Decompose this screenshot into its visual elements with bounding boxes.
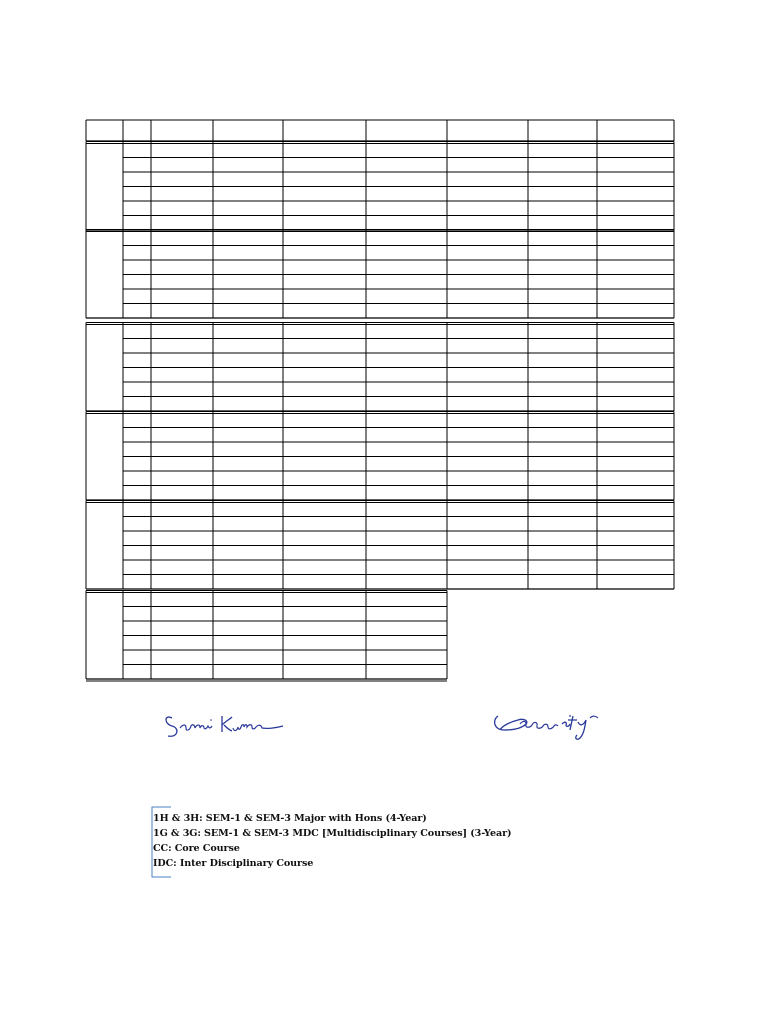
legend <box>149 806 569 878</box>
signature-right <box>490 706 608 746</box>
legend-item-core-course: CC: Core Course <box>153 843 240 854</box>
signature-left <box>160 706 290 746</box>
legend-item-idc: IDC: Inter Disciplinary Course <box>153 858 314 869</box>
legend-item-mdc: 1G & 3G: SEM-1 & SEM-3 MDC [Multidisciplinary Courses] (3-Year) <box>153 828 512 839</box>
legend-item-major-hons: 1H & 3H: SEM-1 & SEM-3 Major with Hons (4-Year) <box>153 813 427 824</box>
